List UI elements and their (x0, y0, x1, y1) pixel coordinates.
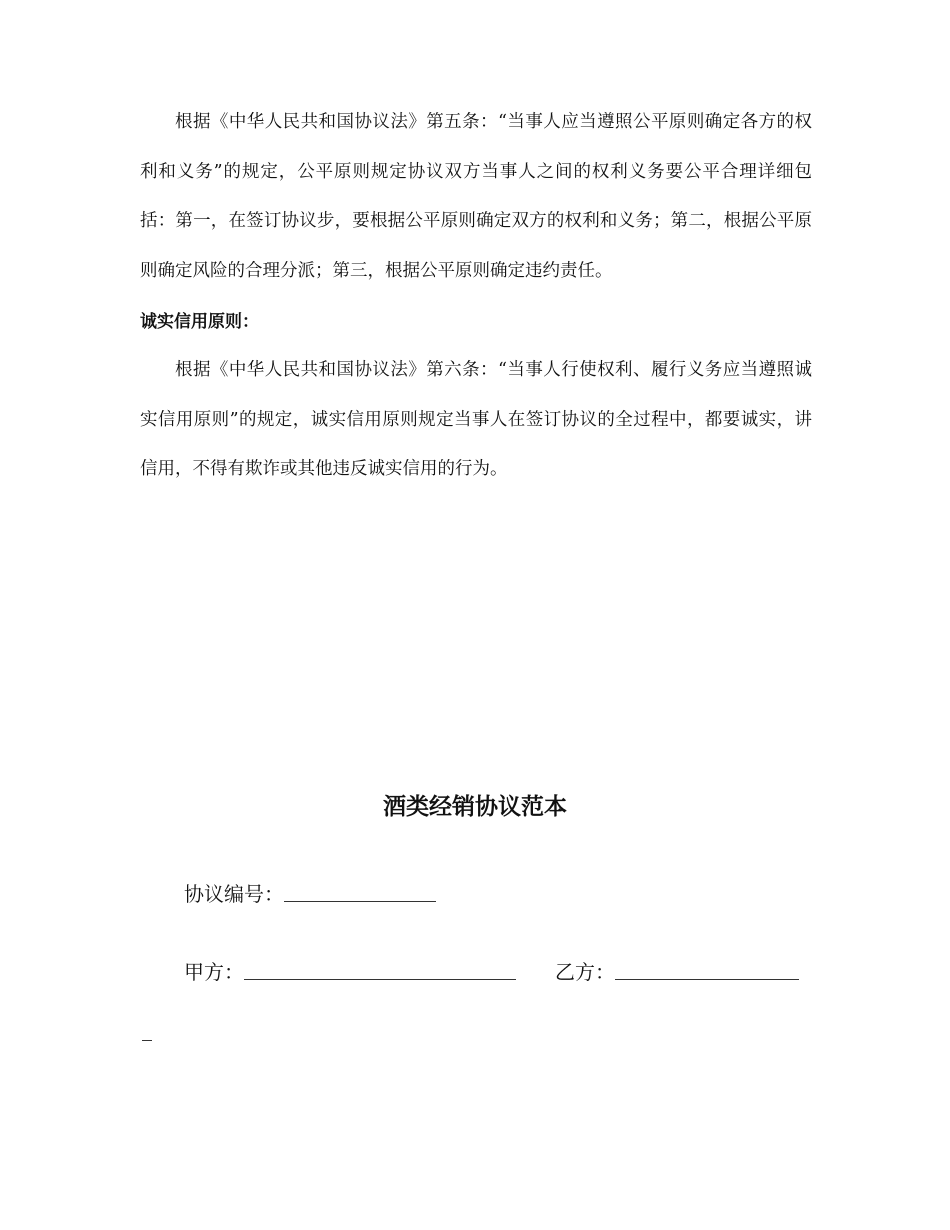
party-b-label: 乙方： (555, 960, 615, 984)
party-a-blank-line (244, 957, 516, 980)
party-b-blank-line (615, 957, 799, 980)
good-faith-principle-heading: 诚实信用原则： (140, 312, 259, 332)
good-faith-principle-paragraph: 根据《中华人民共和国协议法》第六条：“当事人行使权利、履行义务应当遵照诚实信用原则”的规定，诚实信用原则规定当事人在签订协议的全过程中，都要诚实，讲信用，不得有欺诈或其他违反诚实信用的行为。 (140, 360, 812, 479)
contract-number-label: 协议编号： (184, 882, 284, 906)
contract-number-blank-line (284, 879, 436, 902)
party-a-field (184, 957, 516, 987)
party-a-label: 甲方： (184, 960, 244, 984)
trailing-blank-line (142, 1040, 152, 1041)
contract-number-field (184, 879, 436, 909)
contract-title: 酒类经销协议范本 (383, 794, 567, 820)
party-b-field (555, 957, 799, 987)
fairness-principle-paragraph: 根据《中华人民共和国协议法》第五条：“当事人应当遵照公平原则确定各方的权利和义务”的规定，公平原则规定协议双方当事人之间的权利义务要公平合理详细包括：第一，在签订协议步，要根据公平原则确定双方的权利和义务；第二，根据公平原则确定风险的合理分派；第三，根据公平原则确定违约责任。 (140, 112, 812, 281)
